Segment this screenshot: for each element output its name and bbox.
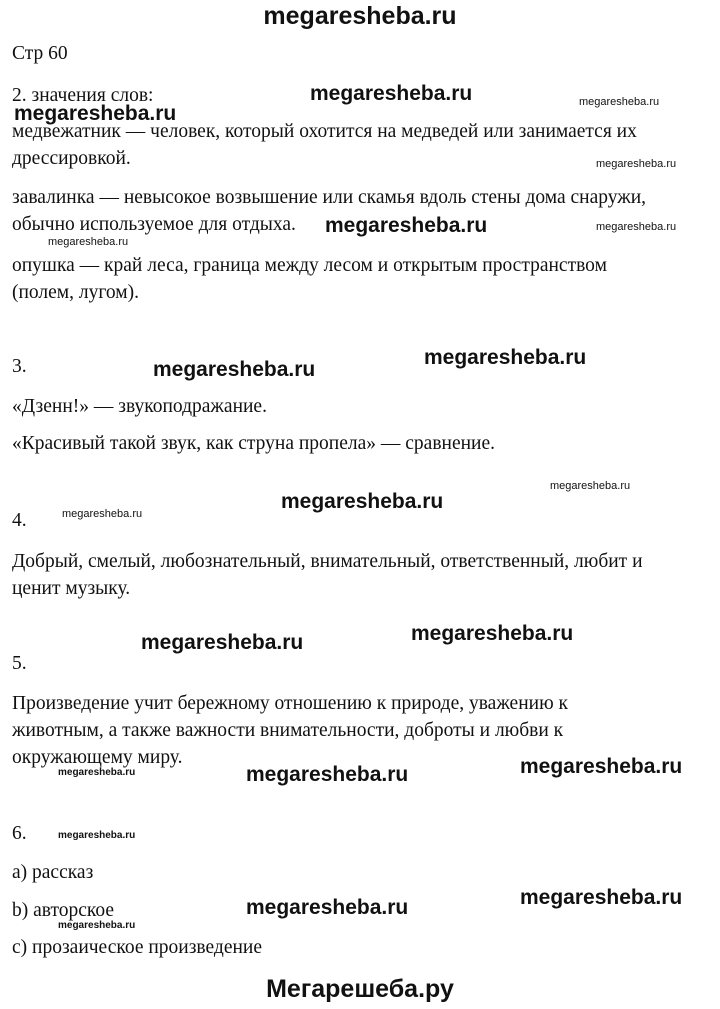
watermark: megaresheba.ru [520, 886, 683, 909]
page-reference: Стр 60 [12, 43, 68, 64]
task2-label: 2. значения слов: [12, 85, 154, 106]
task6-label: 6. [12, 823, 27, 844]
watermark: megaresheba.ru [579, 96, 660, 108]
task2-line-5: опушка — край леса, граница между лесом и открытым пространством [12, 255, 607, 276]
task4-line-1: Добрый, смелый, любознательный, внимательный, ответственный, любит и [12, 551, 643, 572]
task2-line-1: медвежатник — человек, который охотится на медведей или занимается их [12, 121, 637, 142]
watermark: megaresheba.ru [246, 763, 409, 786]
site-footer: Мегарешеба.ру [266, 975, 454, 1003]
task3-line-2: «Красивый такой звук, как струна пропела» — сравнение. [12, 433, 496, 454]
watermark: megaresheba.ru [62, 508, 143, 520]
site-header: megaresheba.ru [263, 2, 457, 30]
watermark: megaresheba.ru [281, 490, 444, 513]
watermark: megaresheba.ru [246, 896, 409, 919]
watermark: megaresheba.ru [58, 830, 136, 841]
watermark: megaresheba.ru [141, 631, 304, 654]
task2-line-2: дрессировкой. [12, 148, 131, 169]
watermark: megaresheba.ru [153, 358, 316, 381]
task5-line-1: Произведение учит бережному отношению к природе, уважению к [12, 693, 568, 714]
watermark: megaresheba.ru [58, 767, 136, 778]
watermark: megaresheba.ru [14, 102, 177, 125]
watermark: megaresheba.ru [310, 82, 473, 105]
task5-line-2: животным, а также важности внимательности, доброты и любви к [12, 720, 564, 741]
task2-line-6: (полем, лугом). [12, 282, 139, 303]
task6-line-b: b) авторское [12, 900, 115, 921]
watermark: megaresheba.ru [424, 346, 587, 369]
task3-line-1: «Дзенн!» — звукоподражание. [12, 396, 267, 417]
watermark: megaresheba.ru [325, 214, 488, 237]
task5-line-3: окружающему миру. [12, 747, 183, 768]
watermark: megaresheba.ru [520, 755, 683, 778]
task2-line-3: завалинка — невысокое возвышение или скамья вдоль стены дома снаружи, [12, 187, 647, 208]
watermark: megaresheba.ru [411, 622, 574, 645]
watermark: megaresheba.ru [596, 221, 677, 233]
watermark: megaresheba.ru [550, 480, 631, 492]
task4-line-2: ценит музыку. [12, 578, 131, 599]
task5-label: 5. [12, 653, 27, 674]
watermark: megaresheba.ru [58, 920, 136, 931]
watermark: megaresheba.ru [48, 236, 129, 248]
task6-line-c: c) прозаическое произведение [12, 937, 263, 958]
task3-label: 3. [12, 356, 27, 377]
task6-line-a: а) рассказ [12, 862, 94, 883]
task4-label: 4. [12, 510, 27, 531]
watermark: megaresheba.ru [596, 158, 677, 170]
task2-line-4: обычно используемое для отдыха. [12, 214, 296, 235]
